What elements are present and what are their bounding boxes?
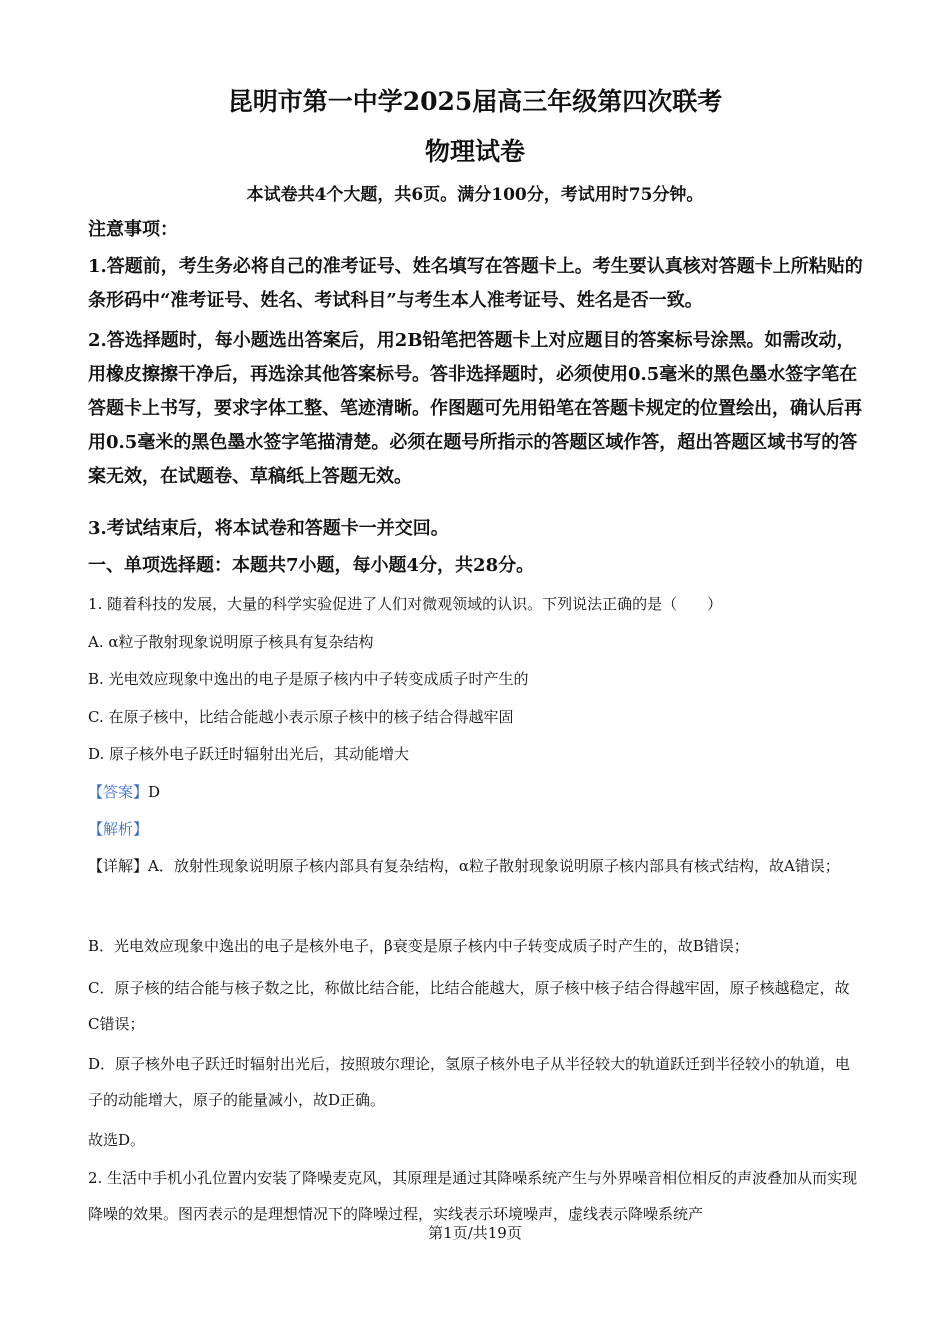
question-1-option-a: A. α粒子散射现象说明原子核具有复杂结构	[88, 633, 374, 651]
question-2-stem: 2. 生活中手机小孔位置内安装了降噪麦克风，其原理是通过其降噪系统产生与外界噪音相位相反的声波叠加从而实现降噪的效果。图丙表示的是理想情况下的降噪过程，实线表示环境噪声，虚线表示降噪系统产	[88, 1169, 858, 1223]
question-1-option-c: C. 在原子核中，比结合能越小表示原子核中的核子结合得越牢固	[88, 708, 514, 726]
conclusion: 故选D。	[88, 1131, 146, 1149]
note-item-2: 2.答选择题时，每小题选出答案后，用2B铅笔把答题卡上对应题目的答案标号涂黑。如需改动，用橡皮擦擦干净后，再选涂其他答案标号。答非选择题时，必须使用0.5毫米的黑色墨水签字笔在答题卡上书写，要求字体工整、笔迹清晰。作图题可先用铅笔在答题卡规定的位置绘出，确认后再用0.5毫米的黑色墨水签字笔描清楚。必须在题号所指示的答题区域作答，超出答题区域书写的答案无效，在试题卷、草稿纸上答题无效。	[88, 330, 862, 487]
answer-value: D	[148, 783, 161, 801]
exam-info: 本试卷共4个大题，共6页。满分100分，考试用时75分钟。	[246, 185, 704, 205]
analysis-label: 【解析】	[88, 820, 149, 838]
detail-b: B．光电效应现象中逸出的电子是核外电子，β衰变是原子核内中子转变成质子时产生的，故B错误；	[88, 937, 749, 955]
detail-c: C．原子核的结合能与核子数之比，称做比结合能，比结合能越大，原子核中核子结合得越牢固，原子核越稳定，故 C错误；	[88, 979, 850, 1033]
detail-a: 【详解】A．放射性现象说明原子核内部具有复杂结构，α粒子散射现象说明原子核内部具有核式结构，故A错误；	[88, 857, 840, 875]
answer-line	[88, 774, 864, 810]
subject-title: 物理试卷	[424, 137, 525, 166]
answer-label: 【答案】	[88, 783, 149, 801]
note-item-3: 3.考试结束后，将本试卷和答题卡一并交回。	[88, 518, 449, 539]
page-footer: 第1页/共19页	[428, 1224, 522, 1242]
question-1-option-b: B. 光电效应现象中逸出的电子是原子核内中子转变成质子时产生的	[88, 670, 529, 688]
question-1-stem: 1. 随着科技的发展，大量的科学实验促进了人们对微观领域的认识。下列说法正确的是（ ）	[88, 595, 723, 613]
section-heading: 一、单项选择题：本题共7小题，每小题4分，共28分。	[88, 555, 535, 576]
notes-heading: 注意事项：	[88, 219, 178, 240]
question-1-option-d: D. 原子核外电子跃迁时辐射出光后，其动能增大	[88, 745, 410, 763]
detail-d: D．原子核外电子跃迁时辐射出光后，按照玻尔理论，氢原子核外电子从半径较大的轨道跃迁到半径较小的轨道，电子的动能增大，原子的能量减小，故D正确。	[88, 1055, 851, 1109]
exam-title: 昆明市第一中学2025届高三年级第四次联考	[227, 87, 723, 116]
note-item-1: 1.答题前，考生务必将自己的准考证号、姓名填写在答题卡上。考生要认真核对答题卡上所粘贴的条形码中“准考证号、姓名、考试科目”与考生本人准考证号、姓名是否一致。	[88, 256, 863, 311]
